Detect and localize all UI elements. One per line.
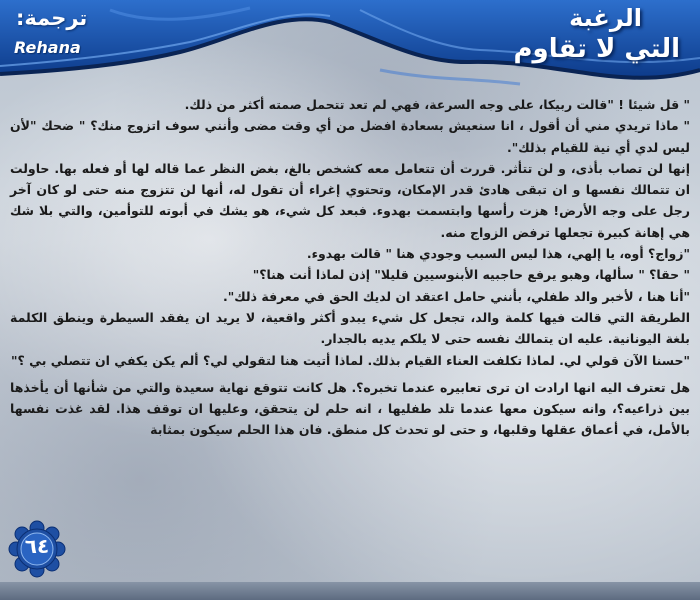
paragraph: "أنا هنا ، لأخبر والد طفلي، بأنني حامل اعتقد ان لديك الحق في معرفة ذلك". — [223, 288, 690, 304]
paragraph: " حقا؟ " سألها، وهبو يرفع حاجبيه الأبنوسيين قليلا" إذن لماذا أنت هنا؟" — [252, 267, 690, 283]
page-number-badge — [8, 520, 66, 578]
title-line-2: التي لا تقاوم — [513, 34, 680, 64]
bottom-border — [0, 582, 700, 600]
paragraph: " ماذا تريدي مني أن أقول ، انا سنعيش بسعادة افضل من أي وقت مضى وأنني سوف اتزوج منك؟ " ضحك "لأن ليس لدي أي نية للقيام بذلك". — [10, 118, 690, 155]
paragraph: إنها لن تصاب بأذى، و لن تتأثر. قررت أن تتعامل معه كشخص بالغ، بغض النظر عما قاله لها أو فعله بها. حاولت ان تتمالك نفسها و ان تبقى هادئ قدر الإمكان، وتحتوي إغراء أن تقول له، أنها لن تتزوج منه حتى لو كان آخر رجل على وجه الأرض! هزت رأسها وابتسمت بهدوء. فبعد كل شيء، هو يشك في أبوته للتوأمين، والتي بلا شك هي إهانة كبيرة تجعلها ترفض الزواج منه. — [10, 160, 690, 240]
translator-name: Rehana — [14, 38, 81, 57]
chapter-header-banner — [0, 0, 700, 92]
page-number: ٦٤ — [24, 534, 50, 558]
paragraph: "حسنا الآن قولي لي. لماذا تكلفت العناء القيام بذلك. لماذا أتيت هنا لتقولي لي؟ ألم يكن يكفي ان تتصلي بي ؟" — [10, 352, 690, 368]
paragraph: "زواج؟ أوه، يا إلهي، هذا ليس السبب وجودي هنا " قالت بهدوء. — [306, 246, 690, 262]
story-text — [10, 94, 690, 574]
paragraph: الطريقة التي قالت فيها كلمة والد، تجعل كل شيء يبدو أكثر واقعية، لا يريد ان يفقد السيطرة وينطق الكلمة بلغة اليونانية. عليه ان يتمالك نفسه حتى لا يلكم يديه بالجدار. — [10, 309, 690, 347]
title-line-1: الرغبة — [569, 4, 642, 32]
paragraph: " قل شيئا ! "قالت ربيكا، على وجه السرعة، فهي لم تعد تتحمل صمته أكثر من ذلك. — [184, 97, 690, 112]
translator-label: ترجمة: — [16, 6, 88, 30]
paragraph: هل تعترف اليه انها ارادت ان ترى تعابيره عندما تخبره؟. هل كانت تتوقع نهاية سعيدة والتي من شأنها أن يأخذها بين ذراعيه؟، وانه سيكون معها عندما تلد طفليها ، انه حلم لن يتحقق، وعليها ان توقف هذا. لقد غذت نفسها بالأمل، في أعماق عقلها وقلبها، و حتى لو تحدث كل منطق. فان هذا الحلم سيكون بمثابة — [10, 379, 690, 438]
